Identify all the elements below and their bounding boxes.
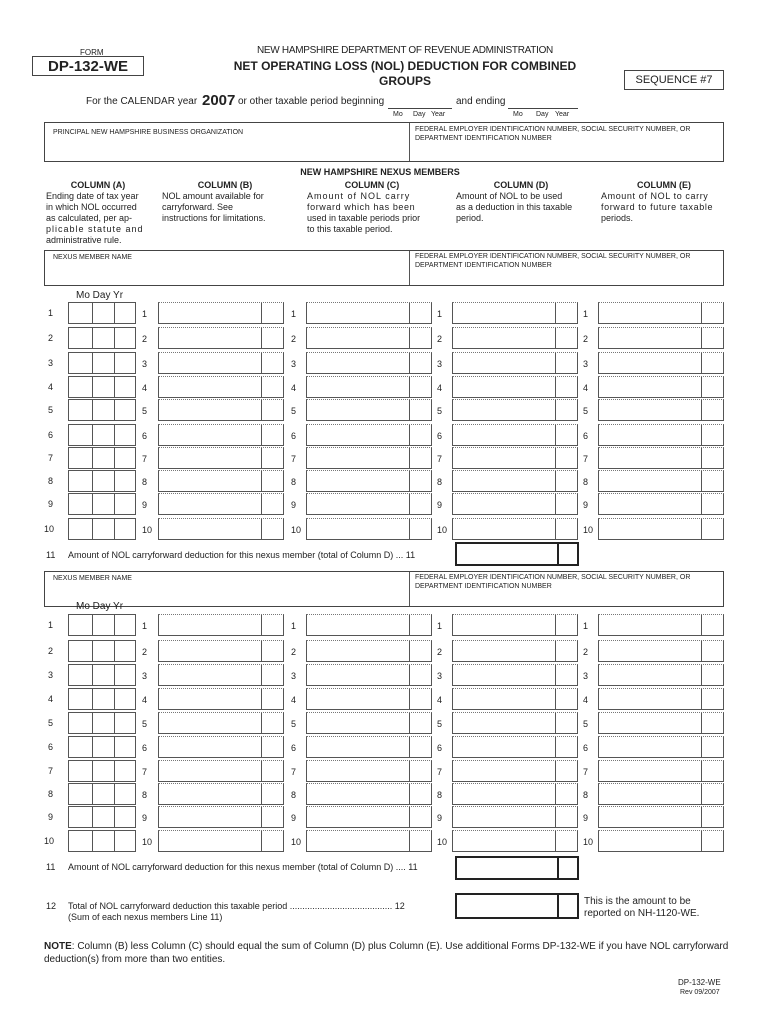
column-a-date-field[interactable] bbox=[68, 376, 136, 398]
column-b-amount-field[interactable] bbox=[158, 327, 284, 349]
nexus-members-heading: NEW HAMPSHIRE NEXUS MEMBERS bbox=[300, 167, 460, 177]
column-b-row-number: 3 bbox=[142, 359, 148, 369]
row-number: 7 bbox=[48, 766, 54, 776]
column-c-amount-field[interactable] bbox=[306, 640, 432, 662]
column-e-row-number: 5 bbox=[583, 406, 589, 416]
column-e-row-number: 9 bbox=[583, 500, 589, 510]
column-c-amount-field[interactable] bbox=[306, 376, 432, 398]
row-number: 7 bbox=[48, 453, 54, 463]
principal-org-box[interactable] bbox=[44, 122, 724, 162]
note-paragraph bbox=[44, 940, 734, 966]
column-c-amount-field[interactable] bbox=[306, 447, 432, 469]
member-1-row-7 bbox=[0, 447, 770, 469]
column-e-row-number: 5 bbox=[583, 719, 589, 729]
fein-label-line1: FEDERAL EMPLOYER IDENTIFICATION NUMBER, SOCIAL SECURITY NUMBER, OR bbox=[415, 126, 691, 133]
row-number: 3 bbox=[48, 670, 54, 680]
column-c-row-number: 9 bbox=[291, 500, 297, 510]
column-c-row-number: 4 bbox=[291, 695, 297, 705]
column-d-amount-field[interactable] bbox=[452, 830, 578, 852]
column-d-amount-field[interactable] bbox=[452, 664, 578, 686]
column-a-date-field[interactable] bbox=[68, 830, 136, 852]
column-b-row-number: 3 bbox=[142, 671, 148, 681]
column-e-row-number: 4 bbox=[583, 383, 589, 393]
column-d-amount-field[interactable] bbox=[452, 352, 578, 374]
column-e-title: COLUMN (E) bbox=[637, 180, 691, 190]
column-d-title: COLUMN (D) bbox=[493, 180, 549, 190]
column-d-desc: COLUMN (D) Amount of NOL to be used as a deduction in this taxable period. bbox=[456, 180, 586, 224]
row-number: 8 bbox=[48, 476, 54, 486]
column-c-row-number: 2 bbox=[291, 334, 297, 344]
line11-num-1: 11 bbox=[46, 550, 56, 560]
column-b-row-number: 8 bbox=[142, 790, 148, 800]
column-d-row-number: 2 bbox=[437, 647, 443, 657]
member-2-row-8 bbox=[0, 783, 770, 805]
member-1-row-5 bbox=[0, 399, 770, 421]
column-b-amount-field[interactable] bbox=[158, 783, 284, 805]
column-b-desc: COLUMN (B) NOL amount available for carryforward. See instructions for limitations. bbox=[162, 180, 288, 224]
column-a-date-field[interactable] bbox=[68, 783, 136, 805]
member-1-row-2 bbox=[0, 327, 770, 349]
column-d-row-number: 6 bbox=[437, 431, 443, 441]
column-d-amount-field[interactable] bbox=[452, 783, 578, 805]
column-e-amount-field[interactable] bbox=[598, 760, 724, 782]
form-number: DP-132-WE bbox=[47, 58, 129, 75]
line11-field-1[interactable] bbox=[455, 542, 579, 566]
column-d-row-number: 1 bbox=[437, 309, 443, 319]
column-e-row-number: 1 bbox=[583, 621, 589, 631]
fein-label-line2: DEPARTMENT IDENTIFICATION NUMBER bbox=[415, 135, 552, 142]
form-label: FORM bbox=[80, 48, 104, 57]
column-e-amount-field[interactable] bbox=[598, 736, 724, 758]
column-b-row-number: 1 bbox=[142, 309, 148, 319]
line12-note1: This is the amount to be bbox=[584, 896, 691, 907]
column-d-row-number: 5 bbox=[437, 719, 443, 729]
column-c-row-number: 1 bbox=[291, 309, 297, 319]
column-a-date-field[interactable] bbox=[68, 352, 136, 374]
row-number: 9 bbox=[48, 812, 54, 822]
column-a-date-field[interactable] bbox=[68, 712, 136, 734]
member-2-row-9 bbox=[0, 806, 770, 828]
member-1-row-1 bbox=[0, 302, 770, 324]
column-c-row-number: 10 bbox=[291, 837, 302, 847]
column-b-row-number: 4 bbox=[142, 695, 148, 705]
column-c-amount-field[interactable] bbox=[306, 664, 432, 686]
column-e-row-number: 10 bbox=[583, 525, 594, 535]
column-e-row-number: 3 bbox=[583, 359, 589, 369]
column-d-row-number: 2 bbox=[437, 334, 443, 344]
column-d-amount-field[interactable] bbox=[452, 470, 578, 492]
column-e-amount-field[interactable] bbox=[598, 688, 724, 710]
row-number: 5 bbox=[48, 405, 54, 415]
column-c-row-number: 9 bbox=[291, 813, 297, 823]
column-d-amount-field[interactable] bbox=[452, 712, 578, 734]
line12-note2: reported on NH-1120-WE. bbox=[584, 908, 700, 919]
column-b-amount-field[interactable] bbox=[158, 830, 284, 852]
period-ending: and ending bbox=[456, 96, 506, 107]
column-b-amount-field[interactable] bbox=[158, 688, 284, 710]
row-number: 6 bbox=[48, 430, 54, 440]
row-number: 1 bbox=[48, 620, 54, 630]
column-a-date-field[interactable] bbox=[68, 640, 136, 662]
column-e-amount-field[interactable] bbox=[598, 830, 724, 852]
column-e-amount-field[interactable] bbox=[598, 712, 724, 734]
column-e-amount-field[interactable] bbox=[598, 640, 724, 662]
column-d-row-number: 10 bbox=[437, 525, 448, 535]
column-a-title: COLUMN (A) bbox=[70, 180, 126, 190]
column-d-amount-field[interactable] bbox=[452, 399, 578, 421]
column-b-row-number: 10 bbox=[142, 525, 153, 535]
column-b-row-number: 4 bbox=[142, 383, 148, 393]
column-e-amount-field[interactable] bbox=[598, 518, 724, 540]
member-1-row-10 bbox=[0, 518, 770, 540]
column-c-amount-field[interactable] bbox=[306, 783, 432, 805]
column-c-amount-field[interactable] bbox=[306, 399, 432, 421]
note-text2: deduction(s) from more than two entities. bbox=[44, 954, 226, 965]
member-1-row-3 bbox=[0, 352, 770, 374]
column-b-amount-field[interactable] bbox=[158, 352, 284, 374]
row-number: 4 bbox=[48, 382, 54, 392]
column-d-amount-field[interactable] bbox=[452, 376, 578, 398]
form-title-line1: NET OPERATING LOSS (NOL) DEDUCTION FOR COMBINED bbox=[233, 59, 577, 73]
column-c-amount-field[interactable] bbox=[306, 352, 432, 374]
nexus-member-1-box[interactable] bbox=[44, 250, 724, 286]
column-d-row-number: 9 bbox=[437, 500, 443, 510]
member-2-row-10 bbox=[0, 830, 770, 852]
column-b-row-number: 7 bbox=[142, 454, 148, 464]
column-b-amount-field[interactable] bbox=[158, 302, 284, 324]
column-e-amount-field[interactable] bbox=[598, 493, 724, 515]
column-e-amount-field[interactable] bbox=[598, 614, 724, 636]
member-2-row-2 bbox=[0, 640, 770, 662]
column-b-row-number: 1 bbox=[142, 621, 148, 631]
column-e-row-number: 2 bbox=[583, 647, 589, 657]
begin-date-line[interactable] bbox=[388, 108, 452, 109]
member-1-row-6 bbox=[0, 424, 770, 446]
column-d-amount-field[interactable] bbox=[452, 424, 578, 446]
column-d-row-number: 3 bbox=[437, 671, 443, 681]
begin-day: Day bbox=[413, 111, 426, 118]
column-c-row-number: 7 bbox=[291, 767, 297, 777]
date-header-1: Mo Day Yr bbox=[76, 290, 124, 301]
column-b-amount-field[interactable] bbox=[158, 376, 284, 398]
column-a-date-field[interactable] bbox=[68, 688, 136, 710]
nexus-fein-line1: FEDERAL EMPLOYER IDENTIFICATION NUMBER, SOCIAL SECURITY NUMBER, OR bbox=[415, 253, 691, 260]
line11-text-2: Amount of NOL carryforward deduction for this nexus member (total of Column D) .... 11 bbox=[68, 862, 418, 872]
sequence-box bbox=[624, 70, 724, 90]
column-b-row-number: 6 bbox=[142, 431, 148, 441]
period-prefix: For the CALENDAR year bbox=[86, 96, 198, 107]
column-a-date-field[interactable] bbox=[68, 760, 136, 782]
row-number: 8 bbox=[48, 789, 54, 799]
column-c-amount-field[interactable] bbox=[306, 327, 432, 349]
column-b-amount-field[interactable] bbox=[158, 447, 284, 469]
row-number: 6 bbox=[48, 742, 54, 752]
column-c-amount-field[interactable] bbox=[306, 712, 432, 734]
column-b-row-number: 5 bbox=[142, 406, 148, 416]
column-d-row-number: 3 bbox=[437, 359, 443, 369]
column-a-date-field[interactable] bbox=[68, 806, 136, 828]
end-year: Year bbox=[555, 111, 570, 118]
column-a-date-field[interactable] bbox=[68, 518, 136, 540]
column-c-amount-field[interactable] bbox=[306, 760, 432, 782]
column-e-row-number: 10 bbox=[583, 837, 594, 847]
begin-year: Year bbox=[431, 111, 446, 118]
column-a-date-field[interactable] bbox=[68, 736, 136, 758]
column-d-row-number: 7 bbox=[437, 454, 443, 464]
column-e-amount-field[interactable] bbox=[598, 327, 724, 349]
column-c-row-number: 5 bbox=[291, 719, 297, 729]
column-e-row-number: 1 bbox=[583, 309, 589, 319]
column-c-row-number: 8 bbox=[291, 477, 297, 487]
line12-text2: (Sum of each nexus members Line 11) bbox=[68, 912, 223, 922]
column-a-date-field[interactable] bbox=[68, 447, 136, 469]
column-c-amount-field[interactable] bbox=[306, 518, 432, 540]
principal-org-label: PRINCIPAL NEW HAMPSHIRE BUSINESS ORGANIZATION bbox=[53, 129, 244, 136]
column-d-amount-field[interactable] bbox=[452, 640, 578, 662]
column-d-amount-field[interactable] bbox=[452, 302, 578, 324]
date-header-2: Mo Day Yr bbox=[76, 601, 124, 612]
form-title-line2: GROUPS bbox=[378, 74, 431, 88]
column-d-amount-field[interactable] bbox=[452, 806, 578, 828]
column-c-row-number: 7 bbox=[291, 454, 297, 464]
column-c-title: COLUMN (C) bbox=[344, 180, 400, 190]
column-d-row-number: 5 bbox=[437, 406, 443, 416]
column-c-row-number: 6 bbox=[291, 743, 297, 753]
line11-text-1: Amount of NOL carryforward deduction for this nexus member (total of Column D) ... 11 bbox=[68, 550, 416, 560]
member-1-row-4 bbox=[0, 376, 770, 398]
column-e-amount-field[interactable] bbox=[598, 376, 724, 398]
member-2-row-3 bbox=[0, 664, 770, 686]
column-a-date-field[interactable] bbox=[68, 664, 136, 686]
column-c-amount-field[interactable] bbox=[306, 806, 432, 828]
period-middle: or other taxable period beginning bbox=[238, 96, 385, 107]
column-c-row-number: 3 bbox=[291, 359, 297, 369]
footer-rev: Rev 09/2007 bbox=[680, 989, 720, 996]
column-b-amount-field[interactable] bbox=[158, 518, 284, 540]
column-a-date-field[interactable] bbox=[68, 399, 136, 421]
column-e-row-number: 7 bbox=[583, 767, 589, 777]
column-b-amount-field[interactable] bbox=[158, 470, 284, 492]
line11-field-2[interactable] bbox=[455, 856, 579, 880]
form-number-box bbox=[32, 56, 144, 76]
column-b-amount-field[interactable] bbox=[158, 760, 284, 782]
column-d-row-number: 8 bbox=[437, 477, 443, 487]
column-c-row-number: 2 bbox=[291, 647, 297, 657]
column-d-amount-field[interactable] bbox=[452, 688, 578, 710]
member-1-row-8 bbox=[0, 470, 770, 492]
column-e-row-number: 8 bbox=[583, 790, 589, 800]
column-b-row-number: 7 bbox=[142, 767, 148, 777]
note-label: NOTE bbox=[44, 941, 72, 952]
column-d-row-number: 10 bbox=[437, 837, 448, 847]
note-text1: : Column (B) less Column (C) should equal the sum of Column (D) plus Column (E). Use additional Forms DP-132-WE if you have NOL carryforward bbox=[71, 941, 729, 952]
column-b-amount-field[interactable] bbox=[158, 640, 284, 662]
column-d-amount-field[interactable] bbox=[452, 327, 578, 349]
row-number: 9 bbox=[48, 499, 54, 509]
column-e-amount-field[interactable] bbox=[598, 424, 724, 446]
column-a-date-field[interactable] bbox=[68, 493, 136, 515]
line12-field[interactable] bbox=[455, 893, 579, 919]
line12-text1: Total of NOL carryforward deduction this taxable period ......................................... 12 bbox=[68, 901, 405, 911]
row-number: 1 bbox=[48, 308, 54, 318]
column-e-amount-field[interactable] bbox=[598, 399, 724, 421]
nexus-member-2-box[interactable] bbox=[44, 571, 724, 607]
column-b-title: COLUMN (B) bbox=[197, 180, 253, 190]
column-b-amount-field[interactable] bbox=[158, 712, 284, 734]
column-e-row-number: 8 bbox=[583, 477, 589, 487]
column-b-amount-field[interactable] bbox=[158, 399, 284, 421]
end-date-line[interactable] bbox=[508, 108, 578, 109]
row-number: 10 bbox=[44, 836, 55, 846]
nexus-member-name-label: NEXUS MEMBER NAME bbox=[53, 254, 132, 261]
column-e-row-number: 3 bbox=[583, 671, 589, 681]
nexus-member-name-label-2: NEXUS MEMBER NAME bbox=[53, 575, 132, 582]
column-e-desc: COLUMN (E) Amount of NOL to carry forward to future taxable periods. bbox=[601, 180, 727, 224]
footer-form: DP-132-WE bbox=[678, 978, 721, 987]
column-e-row-number: 9 bbox=[583, 813, 589, 823]
column-c-row-number: 6 bbox=[291, 431, 297, 441]
column-c-row-number: 8 bbox=[291, 790, 297, 800]
column-c-amount-field[interactable] bbox=[306, 302, 432, 324]
nexus-fein-line1-2: FEDERAL EMPLOYER IDENTIFICATION NUMBER, SOCIAL SECURITY NUMBER, OR bbox=[415, 574, 691, 581]
column-b-amount-field[interactable] bbox=[158, 424, 284, 446]
member-1-row-9 bbox=[0, 493, 770, 515]
column-d-row-number: 4 bbox=[437, 695, 443, 705]
column-b-row-number: 6 bbox=[142, 743, 148, 753]
column-d-amount-field[interactable] bbox=[452, 760, 578, 782]
column-d-amount-field[interactable] bbox=[452, 736, 578, 758]
column-d-row-number: 8 bbox=[437, 790, 443, 800]
column-b-row-number: 2 bbox=[142, 647, 148, 657]
column-a-desc: COLUMN (A) Ending date of tax year in which NOL occurred as calculated, per ap- plicable statute and administrative rule. bbox=[46, 180, 150, 246]
row-number: 4 bbox=[48, 694, 54, 704]
column-b-row-number: 2 bbox=[142, 334, 148, 344]
row-number: 10 bbox=[44, 524, 55, 534]
column-b-amount-field[interactable] bbox=[158, 493, 284, 515]
row-number: 2 bbox=[48, 646, 54, 656]
column-d-amount-field[interactable] bbox=[452, 518, 578, 540]
column-a-date-field[interactable] bbox=[68, 470, 136, 492]
column-c-amount-field[interactable] bbox=[306, 736, 432, 758]
column-d-row-number: 4 bbox=[437, 383, 443, 393]
column-b-row-number: 9 bbox=[142, 813, 148, 823]
column-b-row-number: 9 bbox=[142, 500, 148, 510]
nexus-fein-line2-2: DEPARTMENT IDENTIFICATION NUMBER bbox=[415, 583, 552, 590]
column-e-amount-field[interactable] bbox=[598, 806, 724, 828]
column-e-row-number: 2 bbox=[583, 334, 589, 344]
column-c-row-number: 3 bbox=[291, 671, 297, 681]
column-a-date-field[interactable] bbox=[68, 614, 136, 636]
column-c-row-number: 10 bbox=[291, 525, 302, 535]
column-c-desc: COLUMN (C) Amount of NOL carry forward which has been used in taxable periods prior to this taxable period. bbox=[307, 180, 437, 235]
column-c-amount-field[interactable] bbox=[306, 614, 432, 636]
member-2-row-5 bbox=[0, 712, 770, 734]
column-d-row-number: 1 bbox=[437, 621, 443, 631]
column-c-amount-field[interactable] bbox=[306, 470, 432, 492]
column-b-row-number: 8 bbox=[142, 477, 148, 487]
department-name: NEW HAMPSHIRE DEPARTMENT OF REVENUE ADMINISTRATION bbox=[257, 45, 553, 56]
column-d-row-number: 6 bbox=[437, 743, 443, 753]
end-day: Day bbox=[536, 111, 549, 118]
column-d-amount-field[interactable] bbox=[452, 447, 578, 469]
column-c-amount-field[interactable] bbox=[306, 830, 432, 852]
column-e-amount-field[interactable] bbox=[598, 302, 724, 324]
row-number: 3 bbox=[48, 358, 54, 368]
column-e-amount-field[interactable] bbox=[598, 664, 724, 686]
column-b-row-number: 10 bbox=[142, 837, 153, 847]
column-d-amount-field[interactable] bbox=[452, 493, 578, 515]
end-mo: Mo bbox=[513, 111, 523, 118]
column-e-amount-field[interactable] bbox=[598, 470, 724, 492]
column-e-row-number: 7 bbox=[583, 454, 589, 464]
column-b-amount-field[interactable] bbox=[158, 664, 284, 686]
nexus-fein-line2: DEPARTMENT IDENTIFICATION NUMBER bbox=[415, 262, 552, 269]
column-a-date-field[interactable] bbox=[68, 327, 136, 349]
column-c-row-number: 5 bbox=[291, 406, 297, 416]
period-year: 2007 bbox=[202, 92, 236, 109]
member-2-row-4 bbox=[0, 688, 770, 710]
line11-num-2: 11 bbox=[46, 862, 56, 872]
column-a-date-field[interactable] bbox=[68, 424, 136, 446]
column-c-amount-field[interactable] bbox=[306, 493, 432, 515]
begin-mo: Mo bbox=[393, 111, 403, 118]
column-e-amount-field[interactable] bbox=[598, 447, 724, 469]
column-b-amount-field[interactable] bbox=[158, 806, 284, 828]
member-2-row-7 bbox=[0, 760, 770, 782]
column-e-row-number: 6 bbox=[583, 431, 589, 441]
column-e-amount-field[interactable] bbox=[598, 352, 724, 374]
column-b-row-number: 5 bbox=[142, 719, 148, 729]
column-c-row-number: 1 bbox=[291, 621, 297, 631]
column-c-amount-field[interactable] bbox=[306, 424, 432, 446]
column-c-row-number: 4 bbox=[291, 383, 297, 393]
column-c-amount-field[interactable] bbox=[306, 688, 432, 710]
column-d-row-number: 9 bbox=[437, 813, 443, 823]
column-e-row-number: 4 bbox=[583, 695, 589, 705]
column-d-amount-field[interactable] bbox=[452, 614, 578, 636]
row-number: 5 bbox=[48, 718, 54, 728]
row-number: 2 bbox=[48, 333, 54, 343]
line12-num: 12 bbox=[46, 901, 57, 911]
column-a-date-field[interactable] bbox=[68, 302, 136, 324]
sequence-label: SEQUENCE #7 bbox=[635, 74, 713, 86]
member-2-row-1 bbox=[0, 614, 770, 636]
column-b-amount-field[interactable] bbox=[158, 736, 284, 758]
column-e-row-number: 6 bbox=[583, 743, 589, 753]
column-e-amount-field[interactable] bbox=[598, 783, 724, 805]
member-2-row-6 bbox=[0, 736, 770, 758]
column-d-row-number: 7 bbox=[437, 767, 443, 777]
column-b-amount-field[interactable] bbox=[158, 614, 284, 636]
